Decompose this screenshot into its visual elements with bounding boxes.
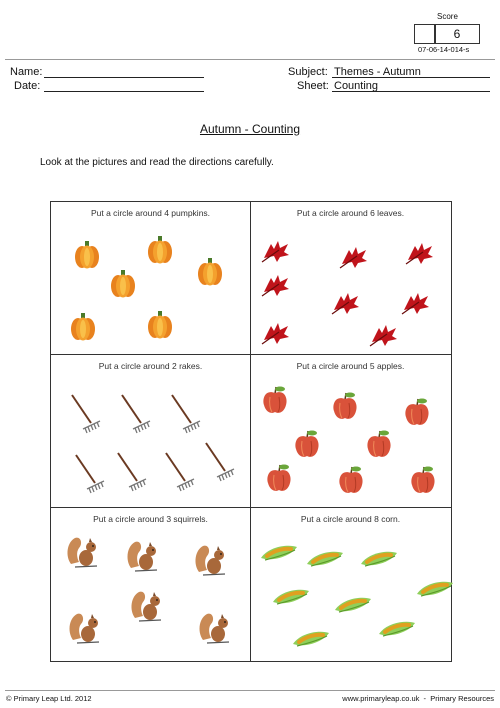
cell-direction: Put a circle around 6 leaves. bbox=[296, 208, 405, 218]
footer-site: www.primaryleap.co.uk - Primary Resources bbox=[342, 694, 494, 703]
rake-icon bbox=[119, 393, 153, 440]
squirrel-icon bbox=[67, 610, 103, 651]
pumpkin-icon bbox=[73, 240, 101, 275]
sheet-label: Sheet: bbox=[297, 80, 329, 92]
corn-icon bbox=[291, 628, 331, 655]
cell-direction: Put a circle around 8 corn. bbox=[300, 514, 401, 524]
rake-icon bbox=[203, 441, 237, 488]
instructions: Look at the pictures and read the directions carefully. bbox=[40, 157, 274, 168]
pumpkin-icon bbox=[146, 310, 174, 345]
apple-icon bbox=[265, 463, 293, 498]
footer-rule bbox=[5, 690, 495, 691]
corn-icon bbox=[271, 586, 311, 613]
cell-direction: Put a circle around 5 apples. bbox=[296, 361, 405, 371]
corn-icon bbox=[415, 578, 455, 605]
sheet-value: Counting bbox=[334, 80, 379, 92]
sheet-line bbox=[332, 91, 490, 92]
date-field[interactable] bbox=[44, 91, 204, 92]
apple-icon bbox=[331, 391, 359, 426]
squirrel-icon bbox=[197, 610, 233, 651]
apple-icon bbox=[403, 397, 431, 432]
header-rule bbox=[5, 59, 495, 60]
squirrel-icon bbox=[65, 534, 101, 575]
footer-copyright: © Primary Leap Ltd. 2012 bbox=[6, 694, 92, 703]
cell-pumpkins bbox=[51, 202, 250, 354]
apple-icon bbox=[365, 429, 393, 464]
cell-apples bbox=[251, 355, 450, 507]
cell-direction: Put a circle around 2 rakes. bbox=[98, 361, 203, 371]
apple-icon bbox=[261, 385, 289, 420]
leaf-icon bbox=[261, 320, 291, 351]
squirrel-icon bbox=[125, 538, 161, 579]
corn-icon bbox=[333, 594, 373, 621]
rake-icon bbox=[169, 393, 203, 440]
rake-icon bbox=[69, 393, 103, 440]
rake-icon bbox=[163, 451, 197, 498]
leaf-icon bbox=[261, 272, 291, 303]
cell-direction: Put a circle around 3 squirrels. bbox=[93, 514, 208, 524]
pumpkin-icon bbox=[146, 235, 174, 270]
counting-grid bbox=[50, 201, 452, 662]
rake-icon bbox=[73, 453, 107, 500]
corn-icon bbox=[359, 548, 399, 575]
corn-icon bbox=[305, 548, 345, 575]
corn-icon bbox=[259, 542, 299, 569]
leaf-icon bbox=[261, 238, 291, 269]
score-value: 6 bbox=[453, 27, 461, 41]
leaf-icon bbox=[339, 244, 369, 275]
page-title: Autumn - Counting bbox=[199, 122, 301, 136]
apple-icon bbox=[337, 465, 365, 500]
cell-corn bbox=[251, 508, 450, 660]
cell-leaves bbox=[251, 202, 450, 354]
apple-icon bbox=[293, 429, 321, 464]
subject-value: Themes - Autumn bbox=[334, 66, 421, 78]
pumpkin-icon bbox=[196, 257, 224, 292]
score-label: Score bbox=[437, 12, 458, 21]
squirrel-icon bbox=[129, 588, 165, 629]
cell-direction: Put a circle around 4 pumpkins. bbox=[90, 208, 211, 218]
leaf-icon bbox=[405, 240, 435, 271]
apple-icon bbox=[409, 465, 437, 500]
subject-line bbox=[332, 77, 490, 78]
leaf-icon bbox=[369, 322, 399, 353]
sheet-code: 07-06-14-014-s bbox=[418, 45, 470, 54]
rake-icon bbox=[115, 451, 149, 498]
squirrel-icon bbox=[193, 542, 229, 583]
leaf-icon bbox=[401, 290, 431, 321]
cell-rakes bbox=[51, 355, 250, 507]
leaf-icon bbox=[331, 290, 361, 321]
pumpkin-icon bbox=[69, 312, 97, 347]
pumpkin-icon bbox=[109, 269, 137, 304]
name-label: Name: bbox=[10, 66, 43, 78]
score-box bbox=[434, 24, 480, 44]
name-field[interactable] bbox=[44, 77, 204, 78]
date-label: Date: bbox=[14, 80, 41, 92]
subject-label: Subject: bbox=[288, 66, 328, 78]
corn-icon bbox=[377, 618, 417, 645]
score-box-empty bbox=[414, 24, 436, 44]
cell-squirrels bbox=[51, 508, 250, 660]
